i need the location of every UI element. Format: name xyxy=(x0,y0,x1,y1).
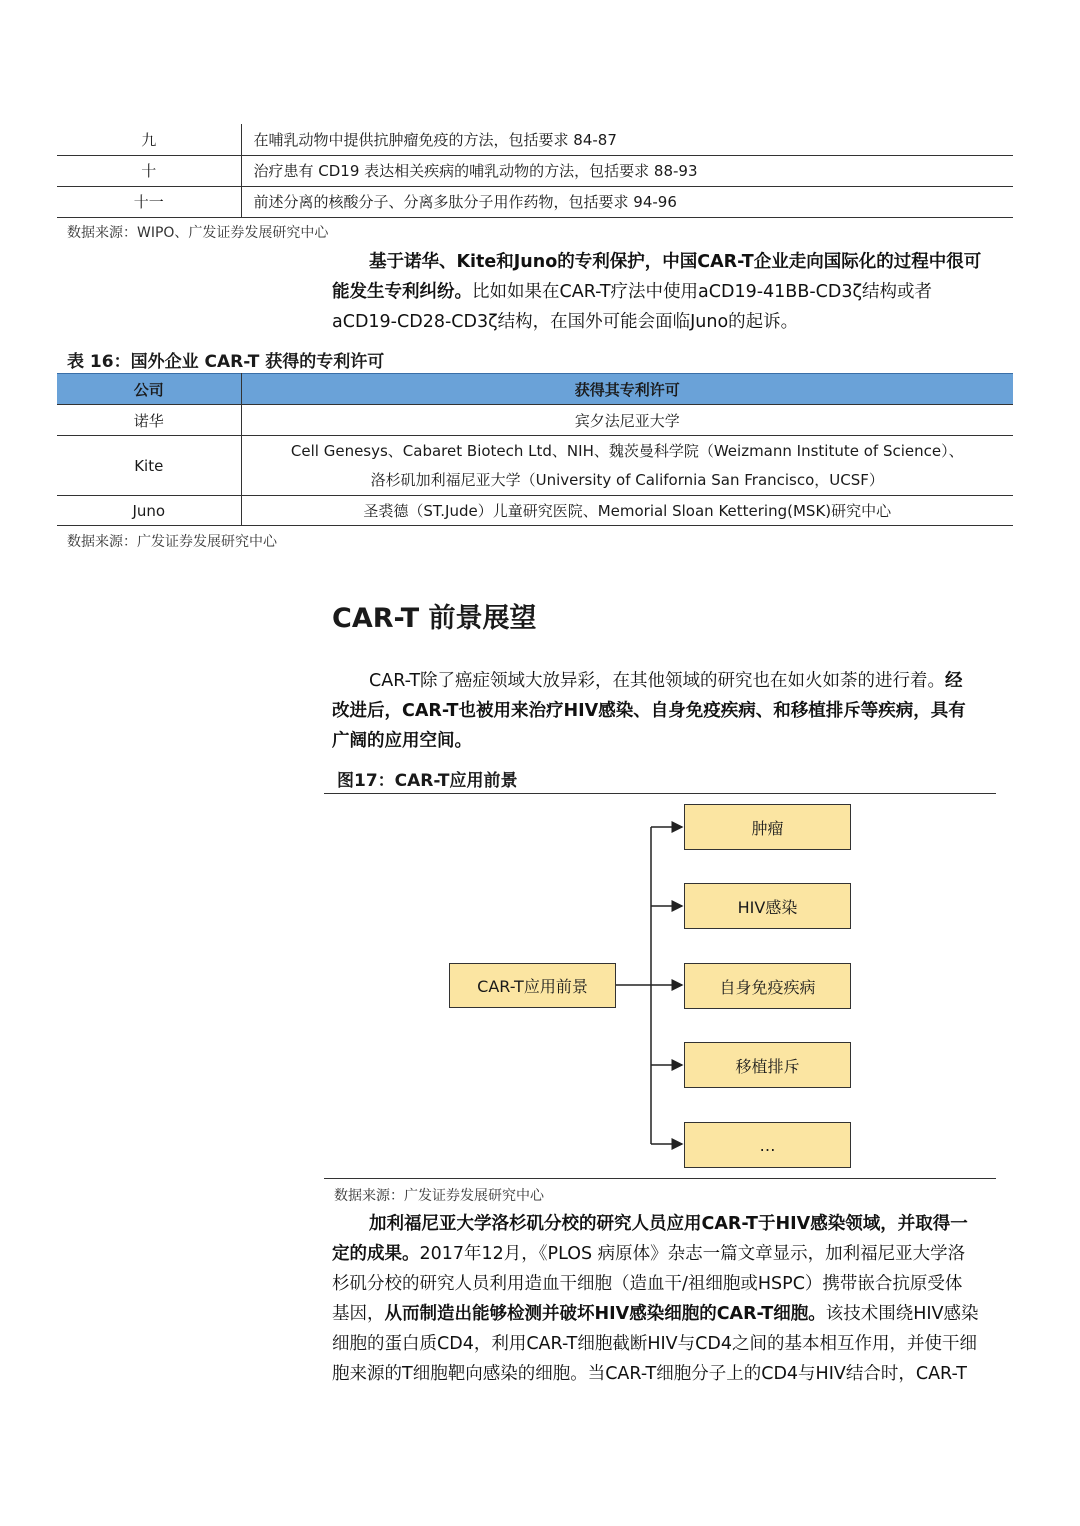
diagram-branch-box: 自身免疫疾病 xyxy=(684,963,851,1009)
diagram-branch-box: 肿瘤 xyxy=(684,804,851,850)
column-header-license: 获得其专利许可 xyxy=(241,374,1013,405)
claim-number: 九 xyxy=(57,124,241,155)
table16-source: 数据来源：广发证券发展研究中心 xyxy=(67,534,277,550)
column-header-company: 公司 xyxy=(57,374,241,405)
claim-number: 十 xyxy=(57,155,241,186)
claim-text: 治疗患有 CD19 表达相关疾病的哺乳动物的方法，包括要求 88-93 xyxy=(241,155,1013,186)
company-cell: 诺华 xyxy=(57,405,241,436)
bold-text: 改进后，CAR-T也被用来治疗HIV感染、自身免疫疾病、和移植排斥等疾病，具有 xyxy=(332,701,966,721)
body-text: 该技术围绕HIV感染 xyxy=(825,1304,979,1324)
license-cell: 宾夕法尼亚大学 xyxy=(241,405,1013,436)
license-line: 洛杉矶加利福尼亚大学（University of California San Francisco，UCSF） xyxy=(370,470,884,489)
diagram-branch-box: … xyxy=(684,1122,851,1168)
bold-text: 加利福尼亚大学洛杉矶分校的研究人员应用CAR-T于HIV感染领域，并取得一 xyxy=(369,1214,968,1234)
bold-text: 定的成果。 xyxy=(332,1244,420,1264)
body-text: 胞来源的T细胞靶向感染的细胞。当CAR-T细胞分子上的CD4与HIV结合时，CAR-T xyxy=(332,1364,967,1384)
body-text: 杉矶分校的研究人员利用造血干细胞（造血干/祖细胞或HSPC）携带嵌合抗原受体 xyxy=(332,1274,963,1294)
claim-text: 前述分离的核酸分子、分离多肽分子用作药物，包括要求 94-96 xyxy=(241,186,1013,217)
body-text: aCD19-CD28-CD3ζ结构，在国外可能会面临Juno的起诉。 xyxy=(332,312,799,332)
table16-caption: 表 16：国外企业 CAR-T 获得的专利许可 xyxy=(67,352,385,372)
diagram-branch-box: HIV感染 xyxy=(684,883,851,929)
company-cell: Kite xyxy=(57,436,241,496)
section-title: CAR-T 前景展望 xyxy=(332,603,537,634)
table15-source: 数据来源：WIPO、广发证券发展研究中心 xyxy=(67,225,329,241)
body-text: 细胞的蛋白质CD4，利用CAR-T细胞截断HIV与CD4之间的基本相互作用，并使干细 xyxy=(332,1334,977,1354)
bold-text: 基于诺华、Kite和Juno的专利保护，中国CAR-T企业走向国际化的过程中很可 xyxy=(369,252,982,272)
claim-number: 十一 xyxy=(57,186,241,217)
bold-text: 能发生专利纠纷。 xyxy=(332,282,472,302)
body-text: 基因， xyxy=(332,1304,385,1324)
bold-text: 从而制造出能够检测并破坏HIV感染细胞的CAR-T细胞。 xyxy=(384,1304,826,1324)
figure-source: 数据来源：广发证券发展研究中心 xyxy=(334,1188,544,1204)
license-line: Cell Genesys、Cabaret Biotech Ltd、NIH、魏茨曼科学院（Weizmann Institute of Science）、 xyxy=(290,441,964,460)
claim-text: 在哺乳动物中提供抗肿瘤免疫的方法，包括要求 84-87 xyxy=(241,124,1013,155)
figure-bottom-rule xyxy=(324,1178,996,1179)
figure-caption: 图17：CAR-T应用前景 xyxy=(337,771,518,791)
body-text: 比如如果在CAR-T疗法中使用aCD19-41BB-CD3ζ结构或者 xyxy=(472,282,932,302)
license-cell: 圣裘德（ST.Jude）儿童研究医院、Memorial Sloan Kettering(MSK)研究中心 xyxy=(241,496,1013,526)
paragraph-hiv-research xyxy=(332,1209,1024,1389)
bold-text: 广阔的应用空间。 xyxy=(332,731,472,751)
diagram-root-box: CAR-T应用前景 xyxy=(449,963,616,1008)
body-text: 2017年12月，《PLOS 病原体》杂志一篇文章显示，加利福尼亚大学洛 xyxy=(419,1244,966,1264)
body-text: CAR-T除了癌症领域大放异彩，在其他领域的研究也在如火如荼的进行着。 xyxy=(369,671,946,691)
diagram-branch-box: 移植排斥 xyxy=(684,1042,851,1088)
bold-text: 经 xyxy=(945,671,963,691)
company-cell: Juno xyxy=(57,496,241,526)
